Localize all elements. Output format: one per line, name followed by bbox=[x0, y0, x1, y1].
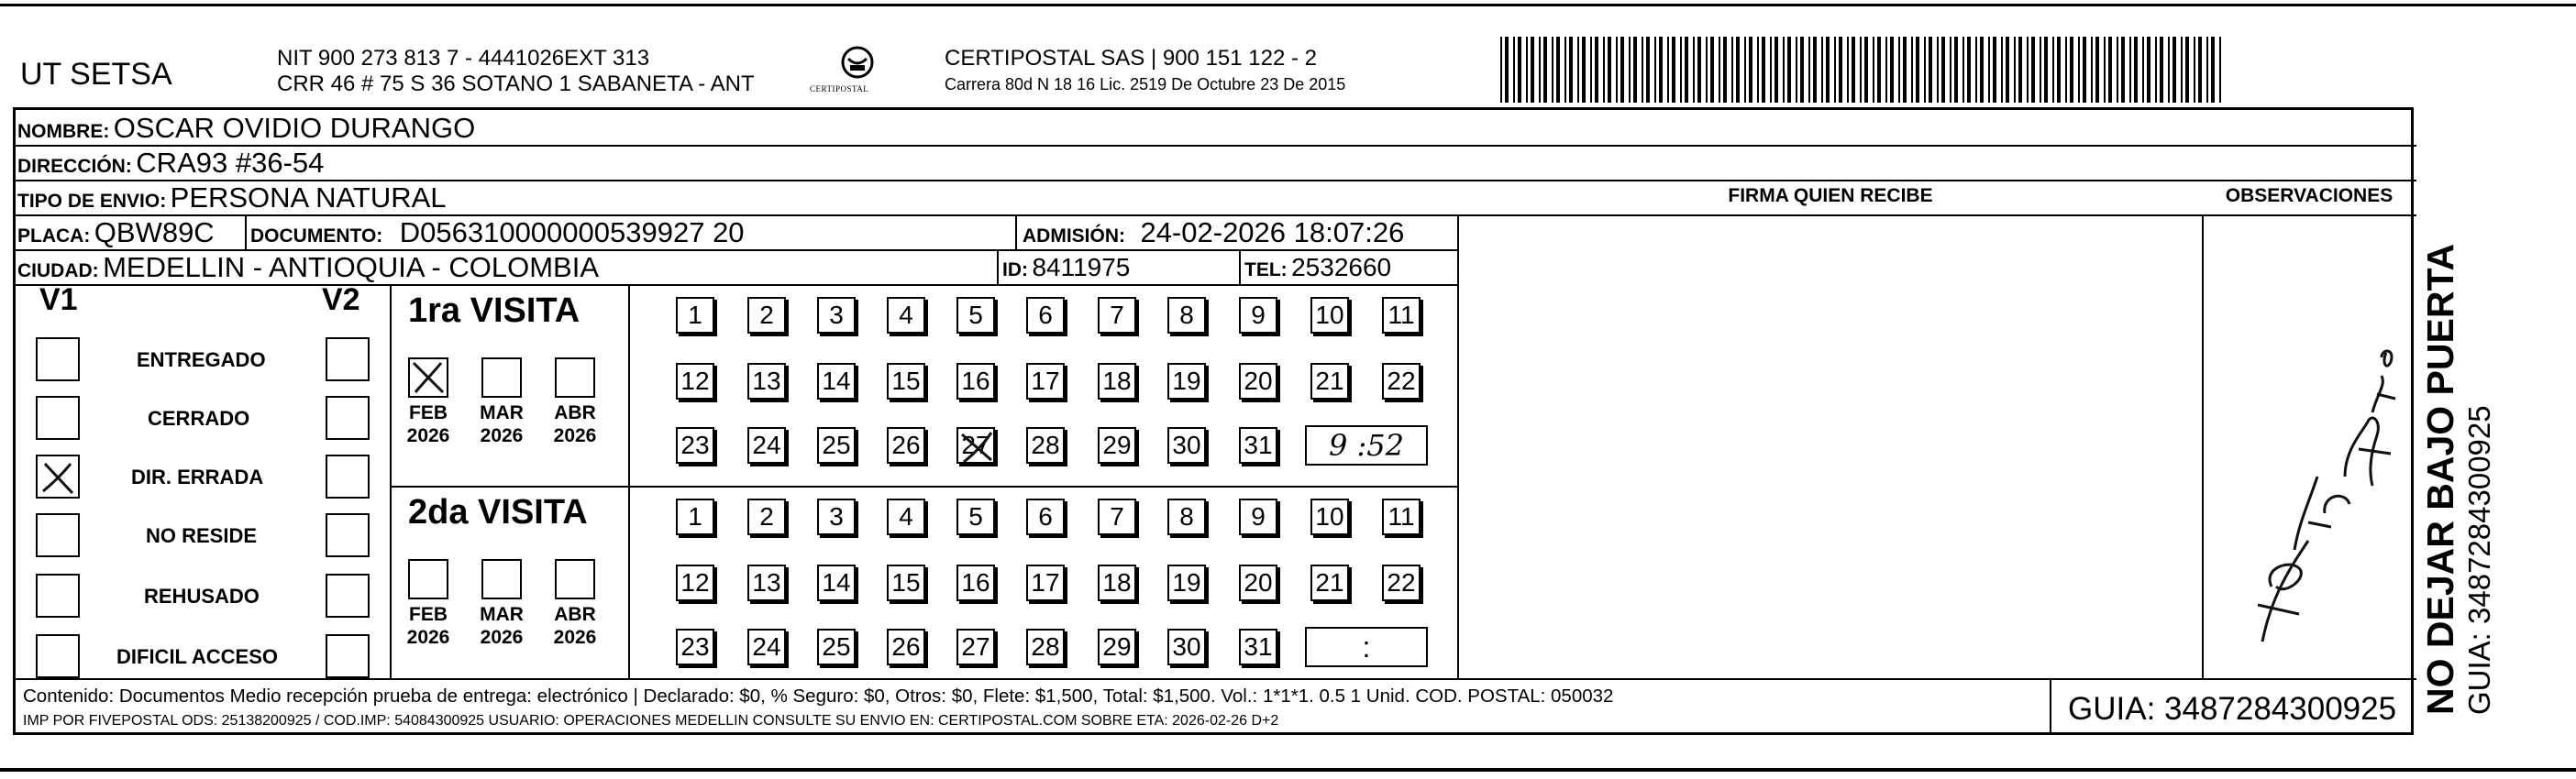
v1-checkbox[interactable] bbox=[36, 574, 80, 618]
tel-field bbox=[1244, 251, 1391, 289]
day-box[interactable]: 1 bbox=[676, 499, 714, 535]
month-name: MAR bbox=[480, 402, 524, 423]
day-box[interactable]: 11 bbox=[1382, 297, 1421, 334]
day-box[interactable]: 4 bbox=[887, 297, 925, 334]
barcode-bar bbox=[1608, 37, 1611, 103]
certipostal-line: CERTIPOSTAL SAS | 900 151 122 - 2 bbox=[945, 46, 1317, 71]
company-name: UT SETSA bbox=[20, 57, 172, 92]
barcode-bar bbox=[1860, 37, 1862, 103]
tipo-value: PERSONA NATURAL bbox=[170, 181, 447, 214]
barcode-bar bbox=[2095, 37, 2099, 103]
day-box[interactable]: 9 bbox=[1239, 499, 1277, 535]
barcode-bar bbox=[1813, 37, 1817, 103]
barcode-bar bbox=[1616, 37, 1618, 103]
barcode-bar bbox=[1885, 37, 1887, 103]
id-field bbox=[1002, 251, 1130, 289]
barcode-bar bbox=[2065, 37, 2067, 103]
barcode-bar bbox=[2083, 37, 2086, 103]
nit-line: NIT 900 273 813 7 - 4441026EXT 313 bbox=[277, 46, 650, 71]
barcode-bar bbox=[2117, 37, 2118, 103]
day-box[interactable]: 15 bbox=[887, 363, 925, 400]
day-box[interactable]: 14 bbox=[817, 565, 856, 601]
barcode-bar bbox=[1710, 37, 1714, 103]
barcode-bar bbox=[1834, 37, 1836, 103]
barcode-bar bbox=[2134, 37, 2138, 103]
barcode-bar bbox=[1839, 37, 1842, 103]
day-box[interactable]: 13 bbox=[747, 565, 786, 601]
barcode-bar bbox=[1539, 37, 1541, 103]
barcode-bar bbox=[2014, 37, 2016, 103]
placa-field bbox=[17, 216, 215, 255]
barcode-bar bbox=[1685, 37, 1688, 103]
barcode-bar bbox=[2147, 37, 2150, 103]
day-box[interactable]: 30 bbox=[1167, 427, 1206, 464]
barcode-bar bbox=[1980, 37, 1984, 103]
handwritten-note-icon bbox=[2207, 293, 2409, 660]
barcode-bar bbox=[2168, 37, 2170, 103]
barcode-bar bbox=[1629, 37, 1631, 103]
barcode-bar bbox=[1864, 37, 1868, 103]
month-label bbox=[401, 603, 456, 649]
day-box[interactable]: 14 bbox=[817, 363, 856, 400]
barcode-bar bbox=[2121, 37, 2125, 103]
day-box[interactable]: 8 bbox=[1167, 499, 1206, 535]
barcode-bar bbox=[2031, 37, 2035, 103]
barcode-bar bbox=[1796, 37, 1797, 103]
barcode-bar bbox=[1577, 37, 1579, 103]
barcode-bar bbox=[1659, 37, 1663, 103]
month-checkbox[interactable] bbox=[555, 559, 595, 599]
barcode-bar bbox=[2198, 37, 2202, 103]
month-year: 2026 bbox=[480, 425, 524, 446]
guia-number: GUIA: 3487284300925 bbox=[2068, 691, 2397, 727]
placa-value: QBW89C bbox=[94, 216, 215, 248]
month-name: ABR bbox=[554, 402, 596, 423]
barcode-bar bbox=[1706, 37, 1708, 103]
logo-text: CERTIPOSTAL bbox=[810, 84, 869, 93]
day-box[interactable]: 12 bbox=[676, 363, 714, 400]
day-box[interactable]: 28 bbox=[1026, 427, 1065, 464]
barcode-bar bbox=[2142, 37, 2144, 103]
direccion-label: DIRECCIÓN: bbox=[17, 156, 132, 177]
v2-checkbox[interactable] bbox=[326, 574, 370, 618]
barcode-bar bbox=[1937, 37, 1939, 103]
barcode-bar bbox=[1783, 37, 1785, 103]
barcode-bar bbox=[1500, 37, 1502, 103]
month-checkbox[interactable] bbox=[408, 559, 448, 599]
status-label: CERRADO bbox=[148, 407, 250, 430]
barcode-bar bbox=[1826, 37, 1830, 103]
handwritten-x-icon bbox=[38, 456, 78, 497]
barcode-bar bbox=[1513, 37, 1515, 103]
v2-header: V2 bbox=[322, 282, 360, 317]
barcode-bar bbox=[1646, 37, 1650, 103]
barcode-bar bbox=[1731, 37, 1733, 103]
day-box[interactable]: 28 bbox=[1026, 629, 1065, 665]
month-name: FEB bbox=[409, 604, 448, 625]
barcode-bar bbox=[2018, 37, 2022, 103]
day-box[interactable]: 31 bbox=[1239, 427, 1277, 464]
barcode-bar bbox=[2160, 37, 2163, 103]
barcode-bar bbox=[1890, 37, 1894, 103]
day-box[interactable]: 19 bbox=[1167, 363, 1206, 400]
barcode-bar bbox=[2057, 37, 2061, 103]
barcode-bar bbox=[1719, 37, 1720, 103]
barcode-bar bbox=[2129, 37, 2131, 103]
day-box[interactable]: 7 bbox=[1098, 297, 1136, 334]
month-label bbox=[547, 401, 603, 447]
imp-text: IMP POR FIVEPOSTAL ODS: 25138200925 / COD.IMP: 54084300925 USUARIO: OPERACIONES MEDELLIN CONSULTE SU ENVIO EN: CERTIPOSTAL.COM SOBRE ETA: 2026-02-26 D+2 bbox=[23, 713, 1279, 729]
day-box[interactable]: 4 bbox=[887, 499, 925, 535]
cell-divider bbox=[1015, 214, 1017, 249]
side-notice bbox=[2419, 244, 2497, 715]
day-box[interactable]: 25 bbox=[817, 427, 856, 464]
month-checkbox[interactable] bbox=[408, 357, 448, 398]
day-box[interactable]: 20 bbox=[1239, 565, 1277, 601]
day-box[interactable]: 21 bbox=[1310, 363, 1349, 400]
day-box[interactable]: 3 bbox=[817, 499, 856, 535]
barcode-bar bbox=[2078, 37, 2080, 103]
month-checkbox[interactable] bbox=[555, 357, 595, 398]
barcode-bar bbox=[1633, 37, 1637, 103]
month-name: MAR bbox=[480, 604, 524, 625]
ciudad-value: MEDELLIN - ANTIOQUIA - COLOMBIA bbox=[103, 251, 599, 283]
col-divider bbox=[390, 284, 392, 678]
barcode-bar bbox=[1552, 37, 1553, 103]
day-box[interactable]: 30 bbox=[1167, 629, 1206, 665]
day-box[interactable]: 25 bbox=[817, 629, 856, 665]
month-checkbox[interactable] bbox=[481, 559, 522, 599]
barcode-bar bbox=[1877, 37, 1881, 103]
barcode-bar bbox=[2040, 37, 2041, 103]
v1-checkbox[interactable] bbox=[36, 513, 80, 557]
barcode bbox=[1500, 37, 2225, 104]
bottom-rule bbox=[0, 768, 2576, 772]
barcode-bar bbox=[1988, 37, 1990, 103]
tipo-field bbox=[17, 181, 447, 220]
barcode-bar bbox=[2194, 37, 2195, 103]
documento-value: D056310000000539927 20 bbox=[399, 216, 745, 248]
barcode-bar bbox=[1505, 37, 1509, 103]
cell-divider bbox=[2050, 678, 2051, 735]
day-box[interactable]: 29 bbox=[1098, 427, 1136, 464]
barcode-bar bbox=[2006, 37, 2009, 103]
id-label: ID: bbox=[1002, 259, 1028, 280]
day-box[interactable]: 26 bbox=[887, 427, 925, 464]
barcode-bar bbox=[2044, 37, 2048, 103]
admision-label: ADMISIÓN: bbox=[1023, 225, 1125, 247]
barcode-bar bbox=[1903, 37, 1907, 103]
barcode-bar bbox=[1569, 37, 1573, 103]
status-label: DIFICIL ACCESO bbox=[116, 645, 279, 668]
month-label bbox=[547, 603, 603, 649]
ciudad-field bbox=[17, 251, 599, 290]
status-label: DIR. ERRADA bbox=[131, 466, 264, 488]
day-box[interactable]: 23 bbox=[676, 629, 714, 665]
v1-header: V1 bbox=[39, 282, 78, 317]
barcode-bar bbox=[2185, 37, 2189, 103]
col-divider bbox=[1457, 214, 1459, 678]
barcode-bar bbox=[1744, 37, 1746, 103]
documento-field bbox=[250, 216, 745, 255]
observaciones-header: OBSERVACIONES bbox=[2225, 185, 2394, 206]
barcode-bar bbox=[1590, 37, 1592, 103]
month-checkbox[interactable] bbox=[481, 357, 522, 398]
barcode-bar bbox=[1672, 37, 1675, 103]
id-value: 8411975 bbox=[1032, 253, 1131, 281]
day-box[interactable]: 24 bbox=[747, 629, 786, 665]
barcode-bar bbox=[1531, 37, 1534, 103]
barcode-bar bbox=[1556, 37, 1560, 103]
barcode-bar bbox=[2001, 37, 2003, 103]
barcode-bar bbox=[1954, 37, 1958, 103]
footer-divider bbox=[16, 678, 2416, 680]
barcode-bar bbox=[1757, 37, 1759, 103]
v2-checkbox[interactable] bbox=[326, 337, 370, 381]
day-box[interactable]: 24 bbox=[747, 427, 786, 464]
contenido-text: Contenido: Documentos Medio recepción prueba de entrega: electrónico | Declarado: $0, % Seguro: $0, Otros: $0, Flete: $1,500, Total: $1,500. Vol.: 1*1*1. 0.5 1 Unid. COD. POSTAL: 050032 bbox=[23, 686, 1614, 707]
visit-title: 1ra VISITA bbox=[408, 291, 580, 330]
barcode-bar bbox=[1950, 37, 1951, 103]
v2-checkbox[interactable] bbox=[326, 455, 370, 499]
barcode-bar bbox=[1929, 37, 1932, 103]
day-box[interactable]: 22 bbox=[1382, 565, 1421, 601]
barcode-bar bbox=[2091, 37, 2093, 103]
time-box[interactable]: : bbox=[1305, 627, 1428, 667]
day-box[interactable]: 18 bbox=[1098, 363, 1136, 400]
day-box[interactable]: 10 bbox=[1310, 499, 1349, 535]
day-box[interactable]: 2 bbox=[747, 499, 786, 535]
admision-field bbox=[1023, 216, 1404, 255]
shipping-form bbox=[13, 107, 2414, 735]
barcode-bar bbox=[2155, 37, 2157, 103]
v1-checkbox[interactable] bbox=[36, 396, 80, 440]
day-box[interactable]: 15 bbox=[887, 565, 925, 601]
day-number: 27 bbox=[961, 431, 990, 459]
col-divider bbox=[2202, 214, 2204, 678]
tel-label: TEL: bbox=[1244, 259, 1288, 280]
month-year: 2026 bbox=[406, 425, 450, 446]
status-label: ENTREGADO bbox=[137, 348, 266, 371]
col-divider bbox=[628, 284, 630, 678]
barcode-bar bbox=[2108, 37, 2112, 103]
barcode-bar bbox=[1962, 37, 1964, 103]
barcode-bar bbox=[1967, 37, 1971, 103]
day-box[interactable]: 13 bbox=[747, 363, 786, 400]
barcode-bar bbox=[1749, 37, 1752, 103]
day-box[interactable]: 2 bbox=[747, 297, 786, 334]
v2-checkbox[interactable] bbox=[326, 634, 370, 678]
day-box[interactable]: 19 bbox=[1167, 565, 1206, 601]
visit-title: 2da VISITA bbox=[408, 493, 588, 532]
tipo-label: TIPO DE ENVIO: bbox=[17, 191, 167, 212]
barcode-bar bbox=[2070, 37, 2073, 103]
company-nit-block bbox=[277, 46, 755, 97]
handwritten-x-icon bbox=[410, 359, 447, 396]
day-box[interactable]: 5 bbox=[956, 499, 995, 535]
day-box[interactable]: 17 bbox=[1026, 565, 1065, 601]
month-year: 2026 bbox=[480, 627, 524, 648]
day-box[interactable]: 17 bbox=[1026, 363, 1065, 400]
day-box[interactable]: 6 bbox=[1026, 297, 1065, 334]
no-dejar-bajo-puerta: NO DEJAR BAJO PUERTA bbox=[2419, 243, 2461, 715]
month-year: 2026 bbox=[553, 425, 597, 446]
barcode-bar bbox=[1667, 37, 1669, 103]
v1-checkbox[interactable] bbox=[36, 455, 80, 499]
certipostal-logo-icon bbox=[812, 40, 903, 104]
header bbox=[0, 0, 2576, 108]
day-box[interactable]: 10 bbox=[1310, 297, 1349, 334]
day-box[interactable]: 12 bbox=[676, 565, 714, 601]
barcode-bar bbox=[1821, 37, 1823, 103]
barcode-bar bbox=[2172, 37, 2176, 103]
barcode-bar bbox=[1898, 37, 1900, 103]
barcode-bar bbox=[1800, 37, 1804, 103]
barcode-bar bbox=[1774, 37, 1778, 103]
barcode-bar bbox=[1941, 37, 1945, 103]
certipostal-block bbox=[945, 46, 1345, 97]
barcode-bar bbox=[1808, 37, 1810, 103]
day-box[interactable]: 23 bbox=[676, 427, 714, 464]
barcode-bar bbox=[1975, 37, 1977, 103]
barcode-bar bbox=[1911, 37, 1913, 103]
direccion-value: CRA93 #36-54 bbox=[136, 147, 325, 179]
status-label: REHUSADO bbox=[144, 585, 260, 608]
barcode-bar bbox=[1924, 37, 1926, 103]
barcode-bar bbox=[1603, 37, 1605, 103]
day-box[interactable]: 21 bbox=[1310, 565, 1349, 601]
ciudad-label: CIUDAD: bbox=[17, 260, 99, 281]
direccion-field bbox=[17, 147, 324, 185]
nombre-field bbox=[17, 112, 475, 150]
tel-value: 2532660 bbox=[1291, 253, 1392, 281]
barcode-bar bbox=[1564, 37, 1566, 103]
day-box[interactable]: 6 bbox=[1026, 499, 1065, 535]
barcode-bar bbox=[1582, 37, 1586, 103]
barcode-bar bbox=[1654, 37, 1656, 103]
barcode-bar bbox=[1642, 37, 1643, 103]
barcode-bar bbox=[1595, 37, 1598, 103]
barcode-bar bbox=[1762, 37, 1765, 103]
v2-checkbox[interactable] bbox=[326, 513, 370, 557]
day-box[interactable]: 5 bbox=[956, 297, 995, 334]
placa-label: PLACA: bbox=[17, 225, 91, 247]
barcode-bar bbox=[1697, 37, 1701, 103]
barcode-bar bbox=[1693, 37, 1695, 103]
barcode-bar bbox=[1526, 37, 1528, 103]
month-name: ABR bbox=[554, 604, 596, 625]
barcode-bar bbox=[1620, 37, 1624, 103]
barcode-bar bbox=[1847, 37, 1849, 103]
visit-divider bbox=[390, 486, 1457, 488]
day-box[interactable]: 22 bbox=[1382, 363, 1421, 400]
barcode-bar bbox=[1916, 37, 1919, 103]
day-box[interactable]: 16 bbox=[956, 363, 995, 400]
day-box[interactable]: 8 bbox=[1167, 297, 1206, 334]
day-box[interactable]: 9 bbox=[1239, 297, 1277, 334]
handwritten-x-icon bbox=[958, 429, 997, 466]
v1-checkbox[interactable] bbox=[36, 634, 80, 678]
day-box[interactable]: 20 bbox=[1239, 363, 1277, 400]
month-year: 2026 bbox=[406, 627, 450, 648]
day-box[interactable]: 26 bbox=[887, 629, 925, 665]
barcode-bar bbox=[2181, 37, 2183, 103]
barcode-bar bbox=[2104, 37, 2106, 103]
day-box[interactable]: 11 bbox=[1382, 499, 1421, 535]
barcode-bar bbox=[1852, 37, 1855, 103]
month-label bbox=[401, 401, 456, 447]
barcode-bar bbox=[1680, 37, 1682, 103]
barcode-bar bbox=[2211, 37, 2215, 103]
admision-value: 24-02-2026 18:07:26 bbox=[1140, 216, 1405, 248]
day-box[interactable]: 29 bbox=[1098, 629, 1136, 665]
month-label bbox=[474, 401, 529, 447]
barcode-bar bbox=[1723, 37, 1727, 103]
month-year: 2026 bbox=[553, 627, 597, 648]
day-box[interactable]: 31 bbox=[1239, 629, 1277, 665]
cell-divider bbox=[997, 249, 999, 284]
status-label: NO RESIDE bbox=[146, 524, 258, 547]
address-line: CRR 46 # 75 S 36 SOTANO 1 SABANETA - ANT bbox=[277, 71, 755, 96]
license-line: Carrera 80d N 18 16 Lic. 2519 De Octubre 23 De 2015 bbox=[945, 75, 1346, 93]
barcode-bar bbox=[1787, 37, 1791, 103]
day-box[interactable]: 3 bbox=[817, 297, 856, 334]
day-box[interactable]: 1 bbox=[676, 297, 714, 334]
barcode-bar bbox=[2206, 37, 2208, 103]
month-name: FEB bbox=[409, 402, 448, 423]
barcode-bar bbox=[1736, 37, 1740, 103]
barcode-bar bbox=[2027, 37, 2029, 103]
month-label bbox=[474, 603, 529, 649]
day-box[interactable]: 27 bbox=[956, 629, 995, 665]
day-box[interactable]: 7 bbox=[1098, 499, 1136, 535]
v2-checkbox[interactable] bbox=[326, 396, 370, 440]
barcode-bar bbox=[2052, 37, 2054, 103]
barcode-bar bbox=[1770, 37, 1772, 103]
documento-label: DOCUMENTO: bbox=[250, 225, 383, 247]
barcode-bar bbox=[1873, 37, 1874, 103]
v1-checkbox[interactable] bbox=[36, 337, 80, 381]
day-box[interactable] bbox=[956, 427, 995, 464]
barcode-bar bbox=[1993, 37, 1996, 103]
time-box[interactable]: 9 :52 bbox=[1305, 425, 1428, 466]
barcode-bar bbox=[2219, 37, 2221, 103]
firma-header: FIRMA QUIEN RECIBE bbox=[1728, 185, 1933, 206]
side-guia-number: GUIA: 3487284300925 bbox=[2462, 405, 2496, 715]
barcode-bar bbox=[1543, 37, 1547, 103]
nombre-label: NOMBRE: bbox=[17, 121, 110, 142]
barcode-bar bbox=[1518, 37, 1521, 103]
day-box[interactable]: 18 bbox=[1098, 565, 1136, 601]
nombre-value: OSCAR OVIDIO DURANGO bbox=[113, 112, 476, 144]
day-box[interactable]: 16 bbox=[956, 565, 995, 601]
